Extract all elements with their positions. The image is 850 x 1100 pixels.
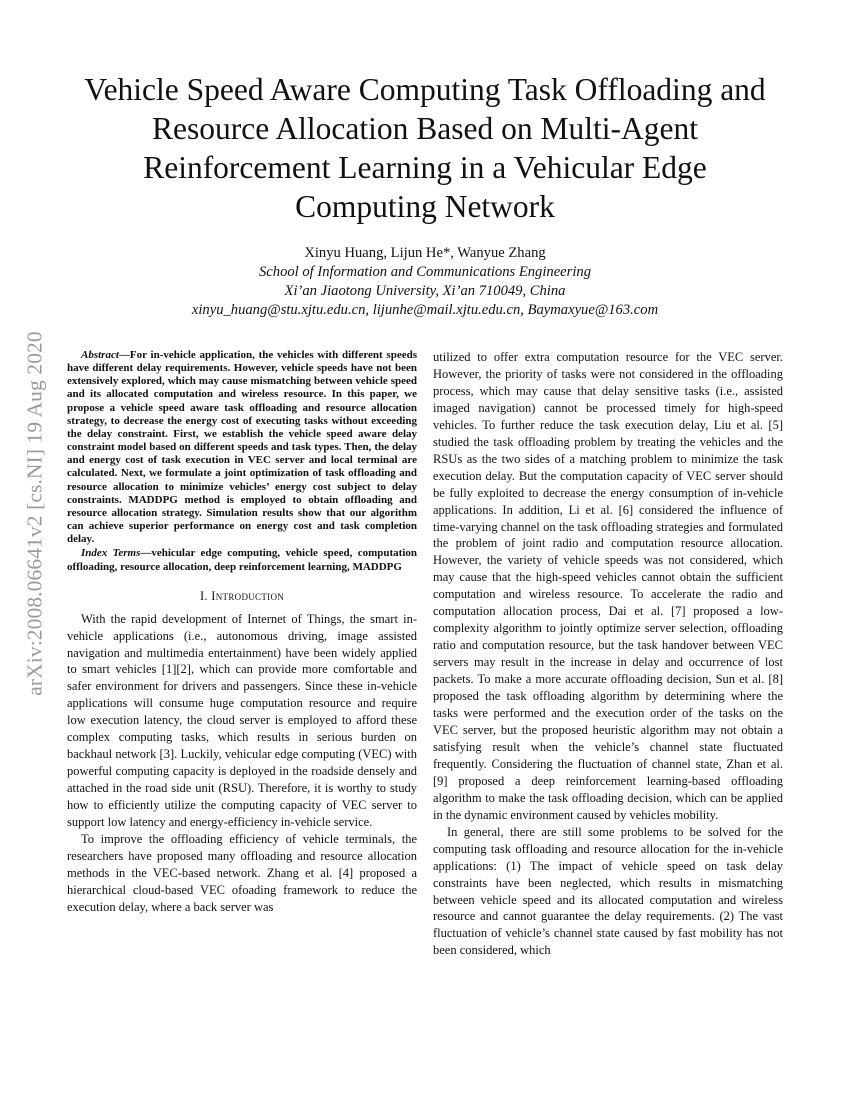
body-paragraph: In general, there are still some problems to be solved for the computing task offloading and resource allocation for the in-vehicle applications: (1) The impact of vehicle speed on task delay constraints have been neglected, which results in mismatching between vehicle speed and its allocated computation and wireless resource and cannot guarantee the delay requirements. (2) The vast fluctuation of vehicle’s channel state caused by fast mobility has not been considered, which <box>433 824 783 958</box>
body-paragraph: With the rapid development of Internet of Things, the smart in-vehicle applications (i.e., autonomous driving, image assisted navigation and multimedia entertainment) have been widely applied to smart vehicles [1][2], which can provide more comfortable and safer environment for drivers and passengers. Since these in-vehicle applications will consume huge computation resource and require low execution latency, the cloud server is employed to afford these complex computing tasks, which results in serious burden on backhaul network [3]. Luckily, vehicular edge computing (VEC) with powerful computing capacity is deployed in the roadside densely and attached in the road side unit (RSU). Therefore, it is worthy to study how to efficiently utilize the computing capacity of VEC server to support low latency and energy-efficiency in-vehicle service. <box>67 611 417 830</box>
paper-title: Vehicle Speed Aware Computing Task Offloading and Resource Allocation Based on Multi-Agent Reinforcement Learning in a Vehicular Edge Computing Network <box>84 72 766 224</box>
body-paragraph: utilized to offer extra computation resource for the VEC server. However, the priority of tasks were not considered in the offloading process, which may cause that delay sensitive tasks (i.e., assisted imaged navigation) cannot be processed timely for high-speed vehicles. To further reduce the task execution delay, Liu et al. [5] studied the task offloading problem by treating the vehicles and the RSUs as the two sides of a matching problem to minimize the task execution delay. But the computation capacity of VEC server should be fully exploited to decrease the energy consumption of in-vehicle applications. In addition, Li et al. [6] considered the influence of time-varying channel on the task offloading strategies and formulated the problem of joint radio and computation resource allocation. However, the variety of vehicle speeds was not considered, which may cause that the high-speed vehicles cannot obtain the sufficient computation and wireless resource. To accelerate the radio and computation allocation process, Dai et al. [7] proposed a low-complexity algorithm to jointly optimize server selection, offloading ratio and computation resource, but the task handover between VEC servers may result in the increase in delay and occurrence of lost packets. To make a more accurate offloading decision, Sun et al. [8] proposed the task offloading algorithm by determining where the tasks were performed and the execution order of the tasks on the VEC server, but the proposed heuristic algorithm may not obtain a satisfying result when the vehicle’s channel state fluctuated frequently. Considering the fluctuation of channel state, Zhan et al. [9] proposed a deep reinforcement learning-based offloading algorithm to make the task offloading decision, which can be applied in the dynamic environment caused by vehicles mobility. <box>433 350 783 822</box>
author-emails: xinyu_huang@stu.xjtu.edu.cn, lijunhe@mail.xjtu.edu.cn, Baymaxyue@163.com <box>191 302 659 318</box>
index-terms-lead: Index Terms <box>81 547 141 560</box>
right-column <box>433 349 783 959</box>
index-terms <box>67 547 417 573</box>
abstract-lead: Abstract <box>81 349 119 361</box>
author-block <box>70 244 780 320</box>
section-heading-introduction <box>67 588 417 605</box>
section-title: Introduction <box>211 588 285 603</box>
body-paragraph: To improve the offloading efficiency of vehicle terminals, the researchers have proposed many offloading and resource allocation methods in the VEC-based network. Zhang et al. [4] proposed a hierarchical cloud-based VEC ofoading framework to reduce the execution delay, where a back server was <box>67 832 417 914</box>
arxiv-identifier-text: arXiv:2008.06641v2 [cs.NI] 19 Aug 2020 <box>22 330 47 696</box>
arxiv-identifier-stamp <box>22 268 48 758</box>
section-number: I. <box>199 588 212 603</box>
abstract-text: —For in-vehicle application, the vehicles with different speeds have different delay requirements. However, vehicle speeds have not been extensively explored, which may cause mismatching between vehicle speed and its allocated computation and wireless resource. In this paper, we propose a vehicle speed aware task offloading and resource allocation strategy, to decrease the energy cost of executing tasks without exceeding the delay constraint. First, we establish the vehicle speed aware delay constraint model based on different speeds and task types. Then, the delay and energy cost of task execution in VEC server and local terminal are calculated. Next, we formulate a joint optimization of task offloading and resource allocation to minimize vehicles’ energy cost subject to delay constraints. MADDPG method is employed to obtain offloading and resource allocation strategy. Simulation results show that our algorithm can achieve superior performance on energy cost and task completion delay. <box>67 349 417 546</box>
author-names: Xinyu Huang, Lijun He*, Wanyue Zhang <box>304 245 546 261</box>
abstract <box>67 349 417 546</box>
left-column <box>67 349 417 916</box>
author-school: School of Information and Communications Engineering <box>259 264 591 280</box>
index-terms-text: —vehicular edge computing, vehicle speed, computation offloading, resource allocation, deep reinforcement learning, MADDPG <box>67 547 417 573</box>
author-university: Xi’an Jiaotong University, Xi’an 710049, China <box>284 283 566 299</box>
